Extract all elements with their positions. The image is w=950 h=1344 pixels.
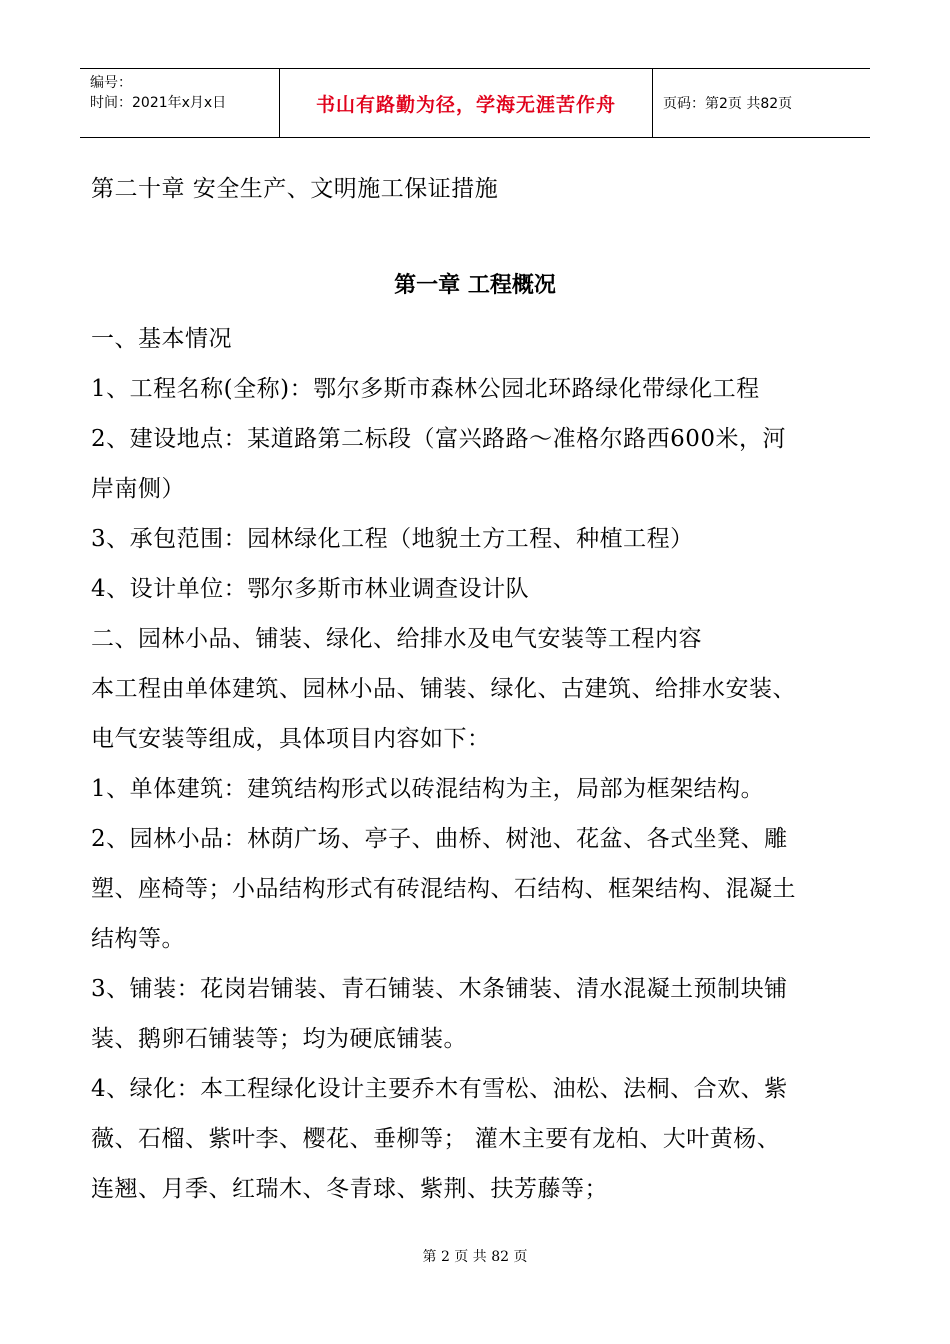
header-meta (80, 69, 280, 137)
body-line: 薇、石榴、紫叶李、樱花、垂柳等； 灌木主要有龙柏、大叶黄杨、 (91, 1126, 781, 1152)
toc-line: 第二十章 安全生产、文明施工保证措施 (91, 176, 499, 202)
body-line: 3、铺装：花岗岩铺装、青石铺装、木条铺装、清水混凝土预制块铺 (91, 976, 788, 1002)
number-label: 编号： (90, 75, 132, 91)
body-line: 塑、座椅等；小品结构形式有砖混结构、石结构、框架结构、混凝土 (91, 876, 796, 902)
body-line: 岸南侧） (91, 476, 185, 502)
chapter-title: 第一章 工程概况 (394, 273, 556, 298)
header-page-info: 页码：第2页 共82页 (663, 96, 793, 112)
body-line: 3、承包范围：园林绿化工程（地貌土方工程、种植工程） (91, 526, 694, 552)
body-line: 结构等。 (91, 926, 185, 952)
body-line: 一、基本情况 (91, 326, 232, 352)
body-line: 连翘、月季、红瑞木、冬青球、紫荆、扶芳藤等； (91, 1176, 608, 1202)
header-motto: 书山有路勤为径，学海无涯苦作舟 (280, 69, 653, 137)
body-line: 4、绿化：本工程绿化设计主要乔木有雪松、油松、法桐、合欢、紫 (91, 1076, 788, 1102)
body-line: 2、园林小品：林荫广场、亭子、曲桥、树池、花盆、各式坐凳、雕 (91, 826, 788, 852)
body-line: 装、鹅卵石铺装等；均为硬底铺装。 (91, 1026, 467, 1052)
body-line: 本工程由单体建筑、园林小品、铺装、绿化、古建筑、给排水安装、 (91, 676, 796, 702)
body-line: 二、园林小品、铺装、绿化、给排水及电气安装等工程内容 (91, 626, 702, 652)
time-label: 时间：2021年x月x日 (90, 95, 227, 111)
body-line: 1、工程名称(全称)：鄂尔多斯市森林公园北环路绿化带绿化工程 (91, 376, 760, 402)
page-footer: 第 2 页 共 82 页 (422, 1249, 528, 1265)
body-line: 电气安装等组成，具体项目内容如下： (91, 726, 491, 752)
body-line: 4、设计单位：鄂尔多斯市林业调查设计队 (91, 576, 530, 602)
body-line: 1、单体建筑：建筑结构形式以砖混结构为主，局部为框架结构。 (91, 776, 765, 802)
page-header (80, 68, 870, 138)
body-line: 2、建设地点：某道路第二标段（富兴路路～准格尔路西600米，河 (91, 426, 787, 452)
